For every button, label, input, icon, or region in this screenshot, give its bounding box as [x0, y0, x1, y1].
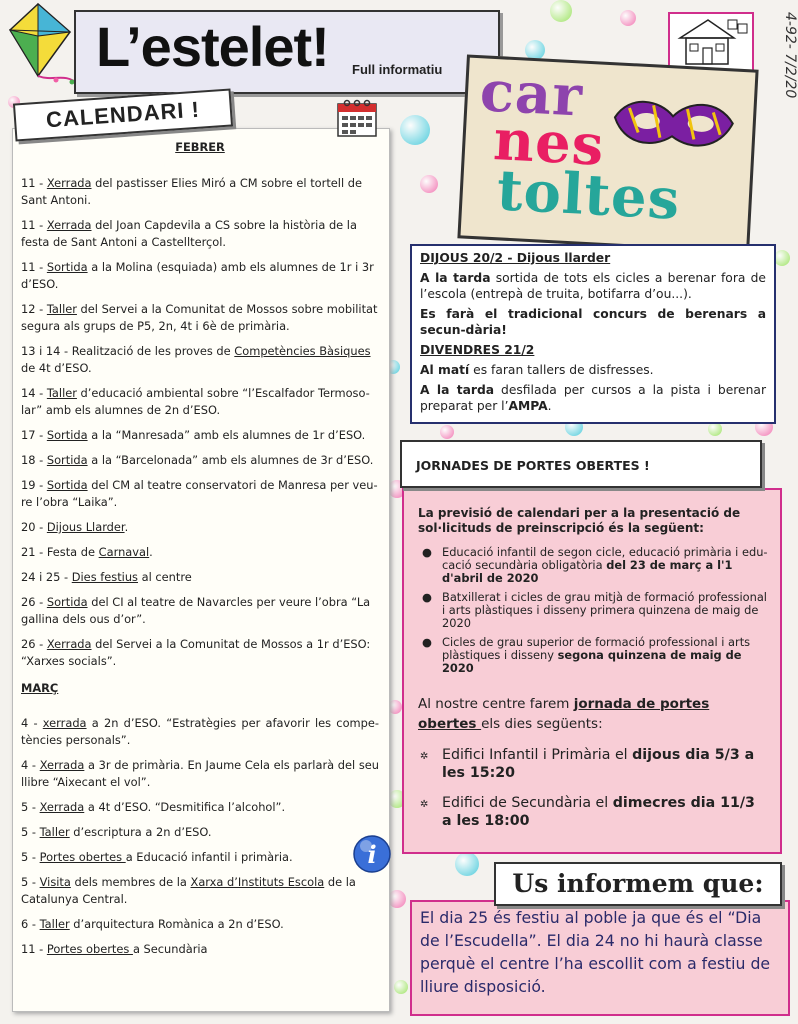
carnival-word-3: toltes	[495, 157, 682, 233]
calendar-event: 12 - Taller del Servei a la Comunitat de Mossos sobre mobilitat segura als grups de P5, 2n, 4t i 6è de primària.	[21, 302, 378, 333]
calendar-event: 14 - Taller d’educació ambiental sobre “l’Escalfador Termoso-lar” amb els alumnes de 2n d’ESO.	[21, 386, 370, 417]
info-icon	[352, 834, 392, 874]
open-days-panel	[402, 488, 782, 854]
preregistration-list	[418, 546, 768, 681]
february-events	[21, 175, 379, 670]
calendar-event: 17 - Sortida a la “Manresada” amb els alumnes de 1r d’ESO.	[21, 428, 366, 442]
divendres-afternoon: A la tarda desfilada per cursos a la pista i berenar preparat per l’AMPA.	[420, 383, 766, 413]
calendar-event: 21 - Festa de Carnaval.	[21, 545, 153, 559]
preregistration-intro: La previsió de calendari per a la presentació de sol·licituds de preinscripció és la següent:	[418, 506, 741, 535]
carnival-word-2: nes	[491, 107, 607, 179]
bullet-icon: ●	[422, 545, 432, 559]
info-panel	[410, 900, 790, 1016]
issue-date: 4-92- 7/2/20	[782, 12, 798, 99]
newsletter-subtitle: Full informatiu	[352, 62, 443, 77]
preregistration-item: ● Educació infantil de segon cicle, educació primària i edu-cació secundària obligatòria del 23 de març a l'1 d'abril de 2020	[422, 545, 768, 585]
calendar-icon	[336, 98, 378, 138]
newsletter-header	[74, 10, 500, 94]
calendar-event: 18 - Sortida a la “Barcelonada” amb els alumnes de 3r d’ESO.	[21, 453, 374, 467]
preregistration-item: ● Cicles de grau superior de formació professional i arts plàstiques i disseny segona quinzena de maig de 2020	[422, 635, 751, 675]
divendres-morning: Al matí es faran tallers de disfresses.	[420, 363, 654, 377]
calendar-event: 24 i 25 - Dies festius al centre	[21, 570, 192, 584]
divendres-heading: DIVENDRES 21/2	[420, 343, 535, 357]
info-heading: Us informem que:	[494, 862, 782, 906]
info-text: El dia 25 és festiu al poble ja que és el “Dia de l’Escudella”. El dia 24 no hi haurà classe perquè el centre l’ha escollit com a festiu de lliure disposició.	[420, 908, 771, 996]
carnival-graphic	[457, 54, 758, 253]
open-days-heading: JORNADES DE PORTES OBERTES !	[400, 440, 762, 488]
calendar-event: 26 - Sortida del CI al teatre de Navarcles per veure l’obra “La gallina dels ous d’or”.	[21, 595, 371, 626]
month-heading-february: FEBRER	[175, 140, 225, 154]
calendar-panel	[12, 128, 390, 1012]
bullet-icon: ●	[422, 635, 432, 649]
calendar-event: 5 - Xerrada a 4t d’ESO. “Desmitifica l’alcohol”.	[21, 800, 286, 814]
calendar-heading: CALENDARI !	[13, 88, 233, 141]
dijous-heading: DIJOUS 20/2 - Dijous llarder	[420, 251, 611, 265]
calendar-event: 4 - Xerrada a 3r de primària. En Jaume Cela els parlarà del seu llibre “Aixecant el vol”.	[21, 758, 379, 789]
calendar-event: 26 - Xerrada del Servei a la Comunitat de Mossos a 1r d’ESO: “Xarxes socials”.	[21, 637, 371, 668]
carnival-mask-icon	[607, 87, 740, 164]
open-day-secondary: ✲ Edifici de Secundària el dimecres dia 11/3 a les 18:00	[420, 795, 755, 829]
bullet-icon: ●	[422, 590, 432, 604]
carnival-word-1: car	[478, 58, 585, 130]
snack-contest-note: Es farà el tradicional concurs de berenars a secun-dària!	[420, 307, 766, 337]
calendar-event: 11 - Xerrada del pastisser Elies Miró a CM sobre el tortell de Sant Antoni.	[21, 176, 362, 207]
calendar-event: 11 - Portes obertes a Secundària	[21, 942, 208, 956]
calendar-event: 11 - Sortida a la Molina (esquiada) amb els alumnes de 1r i 3r d’ESO.	[21, 260, 374, 291]
open-days-text: Al nostre centre farem jornada de portes obertes els dies següents: ✲ Edifici Infantil i Primària el dijous dia 5/3 a les 15:20 ✲ Edifici de Secundària el dimecres dia 11/3 a les 18:00	[418, 694, 768, 830]
calendar-event: 5 - Taller d’escriptura a 2n d’ESO.	[21, 825, 212, 839]
preregistration-item: ● Batxillerat i cicles de grau mitjà de formació professional i arts plàstiques i disseny primera quinzena de maig de 2020	[422, 590, 767, 630]
calendar-event: 19 - Sortida del CM al teatre conservatori de Manresa per veu-re l’obra “Laika”.	[21, 478, 378, 509]
svg-text:i: i	[367, 840, 377, 869]
newsletter-title: L’estelet!	[96, 15, 329, 78]
calendar-event: 4 - xerrada a 2n d’ESO. “Estratègies per afavorir les compe-tències personals”.	[21, 716, 379, 747]
march-events	[21, 715, 379, 958]
carnival-schedule-box	[410, 244, 776, 424]
calendar-event: 6 - Taller d’arquitectura Romànica a 2n d’ESO.	[21, 917, 284, 931]
calendar-event: 5 - Visita dels membres de la Xarxa d’Instituts Escola de la Catalunya Central.	[21, 875, 356, 906]
calendar-event: 5 - Portes obertes a Educació infantil i primària.	[21, 850, 293, 864]
calendar-event: 13 i 14 - Realització de les proves de Competències Bàsiques de 4t d’ESO.	[21, 344, 371, 375]
calendar-event: 11 - Xerrada del Joan Capdevila a CS sobre la història de la festa de Sant Antoni a Castellterçol.	[21, 218, 357, 249]
open-day-primary: ✲ Edifici Infantil i Primària el dijous dia 5/3 a les 15:20	[420, 747, 755, 781]
calendar-event: 20 - Dijous Llarder.	[21, 520, 129, 534]
dijous-afternoon: A la tarda sortida de tots els cicles a berenar fora de l’escola (entrepà de truita, botifarra d’ou...).	[420, 271, 766, 301]
month-heading-march: MARÇ	[21, 681, 59, 695]
